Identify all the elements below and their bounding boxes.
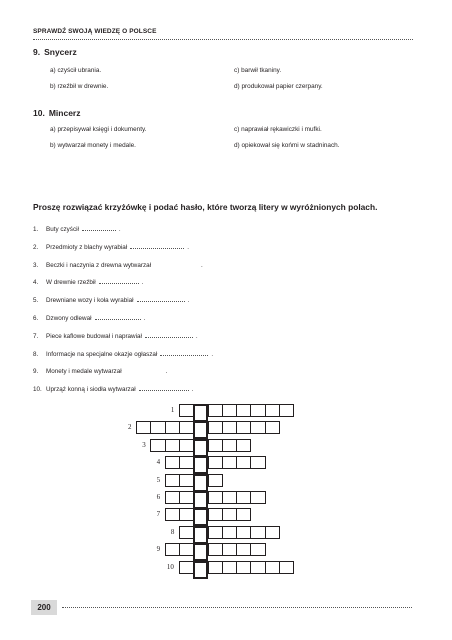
- crossword-cell[interactable]: [179, 474, 194, 487]
- clue-item: [33, 368, 167, 375]
- crossword-cell[interactable]: [222, 456, 237, 469]
- clue-item: [33, 226, 121, 233]
- crossword-cell[interactable]: [250, 561, 265, 574]
- answer-blank[interactable]: [130, 244, 184, 249]
- crossword-row-number: 6: [156, 493, 161, 501]
- question-9-heading: [33, 47, 77, 57]
- crossword-cell[interactable]: [165, 439, 180, 452]
- question-10-option-c: c) naprawiał rękawiczki i mufki.: [234, 126, 322, 133]
- crossword-cell[interactable]: [208, 456, 223, 469]
- crossword-row-number: 3: [142, 440, 146, 449]
- crossword-cell[interactable]: [136, 421, 151, 434]
- crossword-key-cell[interactable]: [193, 404, 208, 422]
- crossword-cell[interactable]: [165, 456, 180, 469]
- answer-blank[interactable]: [99, 279, 139, 284]
- header-divider: [33, 39, 413, 40]
- crossword-row-number: 2: [128, 423, 132, 432]
- clue-number: 5.: [33, 297, 39, 305]
- crossword-cell[interactable]: [208, 421, 223, 434]
- clue-number: 9.: [33, 368, 39, 376]
- crossword-cell[interactable]: [279, 561, 294, 574]
- crossword-key-cell[interactable]: [193, 508, 208, 526]
- question-9-option-a: a) czyścił ubrania.: [50, 67, 102, 74]
- crossword-cell[interactable]: [236, 508, 251, 521]
- crossword-cell[interactable]: [165, 543, 180, 556]
- crossword-cell[interactable]: [179, 543, 194, 556]
- crossword-cell[interactable]: [179, 421, 194, 434]
- crossword-key-cell[interactable]: [193, 456, 208, 474]
- clue-item: [33, 351, 213, 358]
- crossword-cell[interactable]: [179, 526, 194, 539]
- question-10-option-b: b) wytwarzał monety i medale.: [50, 142, 136, 149]
- answer-blank[interactable]: [95, 315, 141, 320]
- clue-item: [33, 297, 189, 304]
- clue-text: Piece kaflowe budował i naprawiał: [46, 332, 142, 340]
- crossword-cell[interactable]: [222, 404, 237, 417]
- crossword-key-cell[interactable]: [193, 526, 208, 544]
- crossword-cell[interactable]: [265, 561, 280, 574]
- crossword-cell[interactable]: [250, 543, 265, 556]
- crossword-cell[interactable]: [236, 526, 251, 539]
- crossword-cell[interactable]: [250, 421, 265, 434]
- answer-blank[interactable]: [137, 297, 185, 302]
- clue-number: 4.: [33, 279, 39, 287]
- clue-end: .: [211, 350, 214, 358]
- crossword-row-number: 10: [166, 562, 174, 571]
- crossword-cell[interactable]: [165, 508, 180, 521]
- crossword-key-cell[interactable]: [193, 561, 208, 579]
- clue-number: 2.: [33, 243, 39, 251]
- footer-divider: [62, 607, 412, 608]
- question-title: Mincerz: [48, 108, 81, 118]
- question-title: Snycerz: [44, 47, 77, 57]
- crossword-cell[interactable]: [179, 456, 194, 469]
- crossword-cell[interactable]: [208, 491, 223, 504]
- clue-text: Monety i medale wytwarzał: [46, 368, 122, 376]
- answer-blank[interactable]: [82, 226, 116, 231]
- question-number: 9.: [33, 47, 41, 57]
- crossword-cell[interactable]: [179, 491, 194, 504]
- crossword-cell[interactable]: [208, 543, 223, 556]
- clue-number: 8.: [33, 350, 39, 358]
- crossword-cell[interactable]: [236, 404, 251, 417]
- clue-end: .: [165, 368, 168, 376]
- clue-number: 7.: [33, 332, 39, 340]
- crossword-cell[interactable]: [265, 526, 280, 539]
- clue-text: Przedmioty z blachy wyrabiał: [46, 243, 128, 251]
- clue-number: 3.: [33, 261, 39, 269]
- crossword-cell[interactable]: [236, 421, 251, 434]
- crossword-key-cell[interactable]: [193, 439, 208, 457]
- clue-item: [33, 333, 198, 340]
- crossword-cell[interactable]: [236, 439, 251, 452]
- clue-end: .: [195, 332, 198, 340]
- crossword-cell[interactable]: [165, 421, 180, 434]
- clue-text: Beczki i naczynia z drewna wytwarzał: [46, 261, 151, 269]
- crossword-row-number: 8: [170, 527, 175, 536]
- crossword-cell[interactable]: [222, 526, 237, 539]
- crossword-cell[interactable]: [236, 561, 251, 574]
- crossword-cell[interactable]: [236, 456, 251, 469]
- crossword-cell[interactable]: [222, 561, 237, 574]
- crossword-cell[interactable]: [179, 508, 194, 521]
- clue-item: [33, 262, 203, 269]
- clue-number: 10.: [33, 386, 42, 394]
- crossword-row-number: 1: [170, 406, 175, 414]
- clue-item: [33, 315, 145, 322]
- crossword-cell[interactable]: [222, 491, 237, 504]
- crossword-cell[interactable]: [236, 543, 251, 556]
- crossword-cell[interactable]: [150, 421, 165, 434]
- crossword-row-number: 9: [156, 545, 161, 554]
- clue-end: .: [187, 297, 190, 305]
- clue-end: .: [141, 279, 144, 287]
- question-10-option-d: d) opiekował się końmi w stadninach.: [234, 142, 340, 149]
- crossword-cell[interactable]: [222, 543, 237, 556]
- crossword-cell[interactable]: [179, 561, 194, 574]
- clue-end: .: [187, 243, 189, 251]
- clue-item: [33, 386, 193, 393]
- crossword-cell[interactable]: [250, 456, 265, 469]
- crossword-key-cell[interactable]: [193, 543, 208, 561]
- answer-blank[interactable]: [160, 351, 208, 356]
- question-10-option-a: a) przepisywał księgi i dokumenty.: [50, 126, 147, 133]
- clue-text: Informacje na specjalne okazje ogłaszał: [46, 350, 158, 358]
- crossword-cell[interactable]: [279, 404, 294, 417]
- crossword-cell[interactable]: [165, 474, 180, 487]
- question-10-heading: [33, 108, 80, 118]
- clue-number: 6.: [33, 315, 39, 322]
- clue-text: W drewnie rzeźbił: [46, 279, 96, 287]
- clue-item: [33, 279, 143, 286]
- clue-text: Dzwony odlewał: [46, 315, 92, 322]
- clue-text: Uprząż konną i siodła wytwarzał: [46, 386, 136, 394]
- crossword-cell[interactable]: [222, 421, 237, 434]
- question-number: 10.: [33, 108, 45, 118]
- crossword-cell[interactable]: [250, 526, 265, 539]
- crossword-key-cell[interactable]: [193, 474, 208, 492]
- crossword-row-number: 7: [156, 510, 161, 519]
- crossword-row-number: 5: [156, 475, 161, 484]
- crossword-cell[interactable]: [222, 439, 237, 452]
- page-header: SPRAWDŹ SWOJĄ WIEDZĘ O POLSCE: [33, 28, 157, 35]
- crossword-cell[interactable]: [250, 404, 265, 417]
- crossword-cell[interactable]: [208, 561, 223, 574]
- crossword-cell[interactable]: [165, 491, 180, 504]
- crossword-cell[interactable]: [208, 404, 223, 417]
- clue-end: .: [143, 315, 146, 322]
- question-9-option-c: c) barwił tkaniny.: [234, 67, 282, 74]
- clue-end: .: [118, 226, 121, 233]
- crossword-cell[interactable]: [179, 404, 194, 417]
- crossword-cell[interactable]: [222, 508, 237, 521]
- question-9-option-b: b) rzeźbił w drewnie.: [50, 83, 109, 90]
- crossword-cell[interactable]: [250, 491, 265, 504]
- crossword-row-number: 4: [156, 458, 161, 467]
- page-number: 200: [31, 600, 57, 615]
- clue-text: Buty czyścił: [46, 226, 79, 233]
- clue-text: Drewniane wozy i koła wyrabiał: [46, 297, 134, 305]
- crossword-cell[interactable]: [208, 508, 223, 521]
- crossword-key-cell[interactable]: [193, 421, 208, 439]
- clue-item: [33, 244, 189, 251]
- crossword-key-cell[interactable]: [193, 491, 208, 509]
- crossword-cell[interactable]: [208, 526, 223, 539]
- question-9-option-d: d) produkował papier czerpany.: [234, 83, 323, 90]
- clue-end: .: [191, 386, 194, 394]
- answer-blank[interactable]: [145, 333, 193, 338]
- answer-blank[interactable]: [139, 386, 189, 391]
- crossword-cell[interactable]: [208, 474, 223, 487]
- clue-end: .: [201, 261, 203, 269]
- crossword-cell[interactable]: [265, 404, 280, 417]
- crossword-cell[interactable]: [150, 439, 165, 452]
- crossword-cell[interactable]: [208, 439, 223, 452]
- crossword-instruction: Proszę rozwiązać krzyżówkę i podać hasło, które tworzą litery w wyróżnionych polach.: [33, 202, 378, 212]
- clue-number: 1.: [33, 226, 39, 233]
- crossword-cell[interactable]: [265, 421, 280, 434]
- crossword-cell[interactable]: [179, 439, 194, 452]
- crossword-cell[interactable]: [236, 491, 251, 504]
